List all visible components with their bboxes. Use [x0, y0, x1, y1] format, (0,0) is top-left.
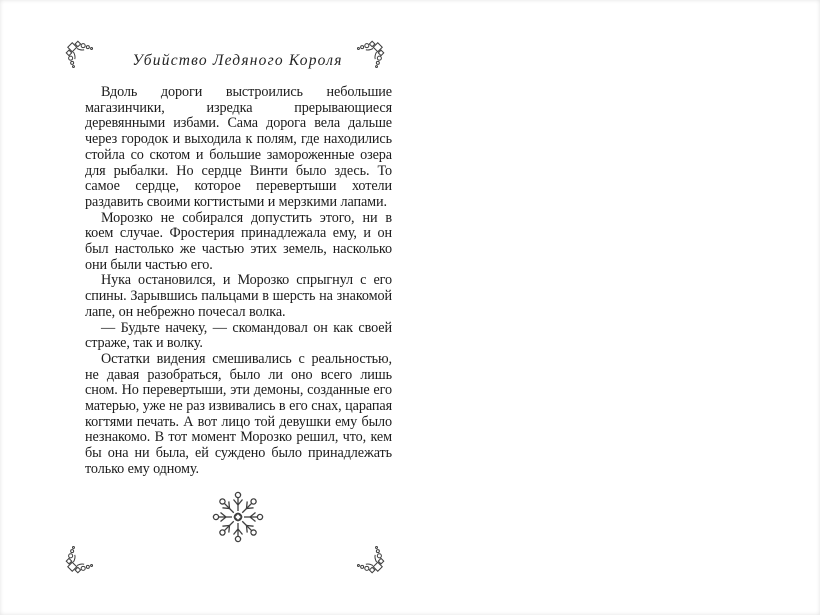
corner-flourish-icon: [354, 544, 386, 574]
left-page-body: [85, 85, 392, 478]
paragraph: Остатки видения смешивались с реальностью, не давая разобраться, было ли оно всего лишь сном. Но перевертыши, эти демоны, созданные его матерью, уже не раз извивались в его снах, царапая когтями печать. А вот лицо той девушки ему было незнакомо. В тот момент Морозко решил, что, кем бы она ни была, ей суждено было принадлежать только ему одному.: [85, 350, 392, 477]
right-page: [410, 0, 820, 615]
corner-flourish-icon: [64, 544, 96, 574]
paragraph: — Будьте начеку, — скомандовал он как своей страже, так и волку.: [85, 319, 392, 352]
paragraph: Нука остановился, и Морозко спрыгнул с его спины. Зарывшись пальцами в шерсть на знакомой лапе, он небрежно почесал волка.: [85, 272, 392, 320]
snowflake-icon: [210, 489, 266, 545]
paragraph: Морозко не собирался допустить этого, ни в коем случае. Фростерия принадлежала ему, и он был настолько же частью этих земель, насколько они были частью его.: [85, 209, 392, 273]
paragraph: Вдоль дороги выстроились небольшие магазинчики, изредка прерывающиеся деревянными избами. Сама дорога вела дальше через городок и выходила к полям, где находились стойла со скотом и большие замороженные озера для рыбалки. Но сердце Винти было здесь. То самое сердце, которое перевертыши хотели раздавить своими когтистыми и мерзкими лапами.: [85, 84, 392, 210]
left-page-paragraphs: [85, 85, 392, 478]
running-head: Убийство Ледяного Короля: [132, 52, 343, 69]
